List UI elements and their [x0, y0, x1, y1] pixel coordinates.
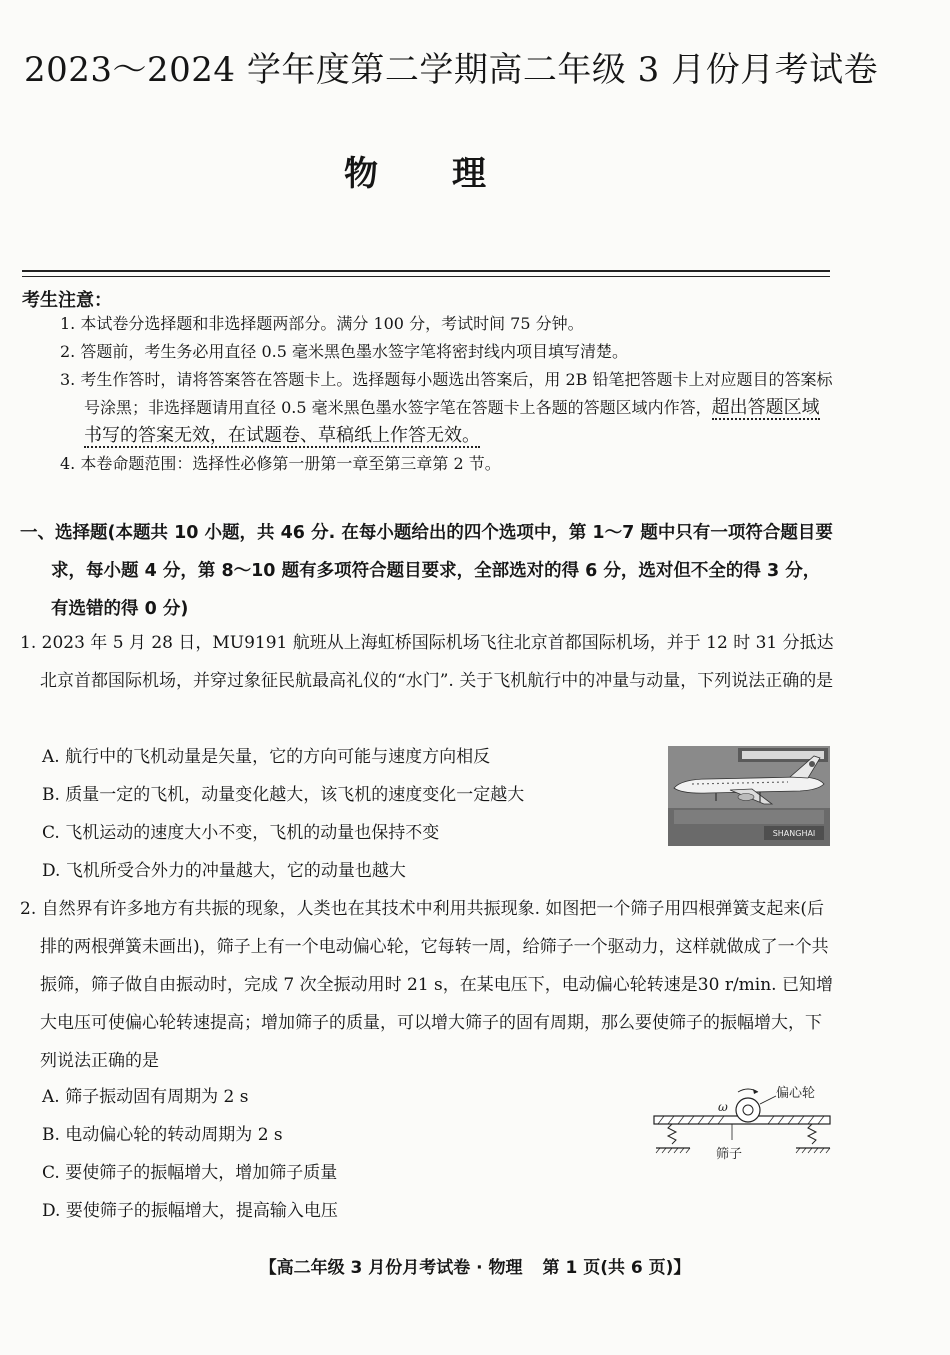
eccentric-wheel-icon: [736, 1098, 760, 1122]
notice-item: [60, 366, 835, 450]
spring-icon: [808, 1124, 816, 1144]
question-2-option-a: A. 筛子振动固有周期为 2 s: [42, 1087, 249, 1107]
notice-item: 2. 答题前，考生务必用直径 0.5 毫米黑色墨水签字笔将密封线内项目填写清楚。: [60, 342, 628, 361]
resonance-sieve-diagram: [648, 1078, 838, 1178]
notice-title: 考生注意：: [22, 290, 112, 311]
spring-icon: [668, 1124, 676, 1144]
airplane-icon: [668, 746, 830, 846]
notice-emphasis: 超出答题区域书写的答案无效，在试题卷、草稿纸上作答无效。: [84, 397, 820, 446]
subject-title: 物理: [344, 154, 560, 194]
question-2-option-b: B. 电动偏心轮的转动周期为 2 s: [42, 1125, 283, 1145]
omega-label: ω: [718, 1100, 728, 1114]
header-divider: [22, 270, 830, 272]
notice-item-text: 3. 考生作答时，请将答案答在答题卡上。选择题每小题选出答案后，用 2B 铅笔把答题卡上对应题目的答案标号涂黑；非选择题请用直径 0.5 毫米黑色墨水签字笔在答题卡上各题的答题区域内作答，: [60, 370, 833, 417]
question-1-option-a: A. 航行中的飞机动量是矢量，它的方向可能与速度方向相反: [42, 747, 491, 767]
notice-item: 1. 本试卷分选择题和非选择题两部分。满分 100 分，考试时间 75 分钟。: [60, 314, 584, 333]
question-2-stem: 2. 自然界有许多地方有共振的现象，人类也在其技术中利用共振现象. 如图把一个筛子用四根弹簧支起来(后排的两根弹簧未画出)，筛子上有一个电动偏心轮，它每转一周，给筛子一个驱动力，这样就做成了一个共振筛，筛子做自由振动时，完成 7 次全振动用时 21 s，在某电压下，电动偏心轮转速是30 r/min. 已知增大电压可使偏心轮转速提高；增加筛子的质量，可以增大筛子的固有周期，那么要使筛子的振幅增大，下列说法正确的是: [20, 899, 833, 1071]
sieve-label: 筛子: [716, 1147, 743, 1162]
footer-page-number: 第 1 页(共 6 页)】: [542, 1258, 691, 1278]
question-2-option-d: D. 要使筛子的振幅增大，提高输入电压: [42, 1201, 338, 1221]
question-1-stem: 1. 2023 年 5 月 28 日，MU9191 航班从上海虹桥国际机场飞往北京首都国际机场，并于 12 时 31 分抵达北京首都国际机场，并穿过象征民航最高礼仪的“水门”. 关于飞机航行中的冲量与动量，下列说法正确的是: [20, 633, 834, 691]
question-1-option-b: B. 质量一定的飞机，动量变化越大，该飞机的速度变化一定越大: [42, 785, 525, 805]
notice-item: 4. 本卷命题范围：选择性必修第一册第一章至第三章第 2 节。: [60, 454, 501, 473]
eccentric-wheel-label: 偏心轮: [776, 1086, 816, 1101]
section-heading: 一、选择题(本题共 10 小题，共 46 分. 在每小题给出的四个选项中，第 1～7 题中只有一项符合题目要求，每小题 4 分，第 8～10 题有多项符合题目要求，全部选对的得 6 分，选对但不全的得 3 分，有选错的得 0 分): [20, 523, 833, 619]
exam-title: 2023～2024 学年度第二学期高二年级 3 月份月考试卷: [24, 50, 879, 90]
page-footer: [0, 1253, 950, 1278]
airplane-photo: [668, 746, 830, 846]
photo-caption: SHANGHAI: [772, 829, 816, 838]
header-divider-thin: [22, 276, 830, 277]
notice-list: [60, 310, 835, 478]
question-2-option-c: C. 要使筛子的振幅增大，增加筛子质量: [42, 1163, 338, 1183]
question-1-option-c: C. 飞机运动的速度大小不变，飞机的动量也保持不变: [42, 823, 440, 843]
question-1-option-d: D. 飞机所受合外力的冲量越大，它的动量也越大: [42, 861, 406, 881]
footer-paper-title: 【高二年级 3 月份月考试卷 · 物理: [259, 1258, 523, 1278]
